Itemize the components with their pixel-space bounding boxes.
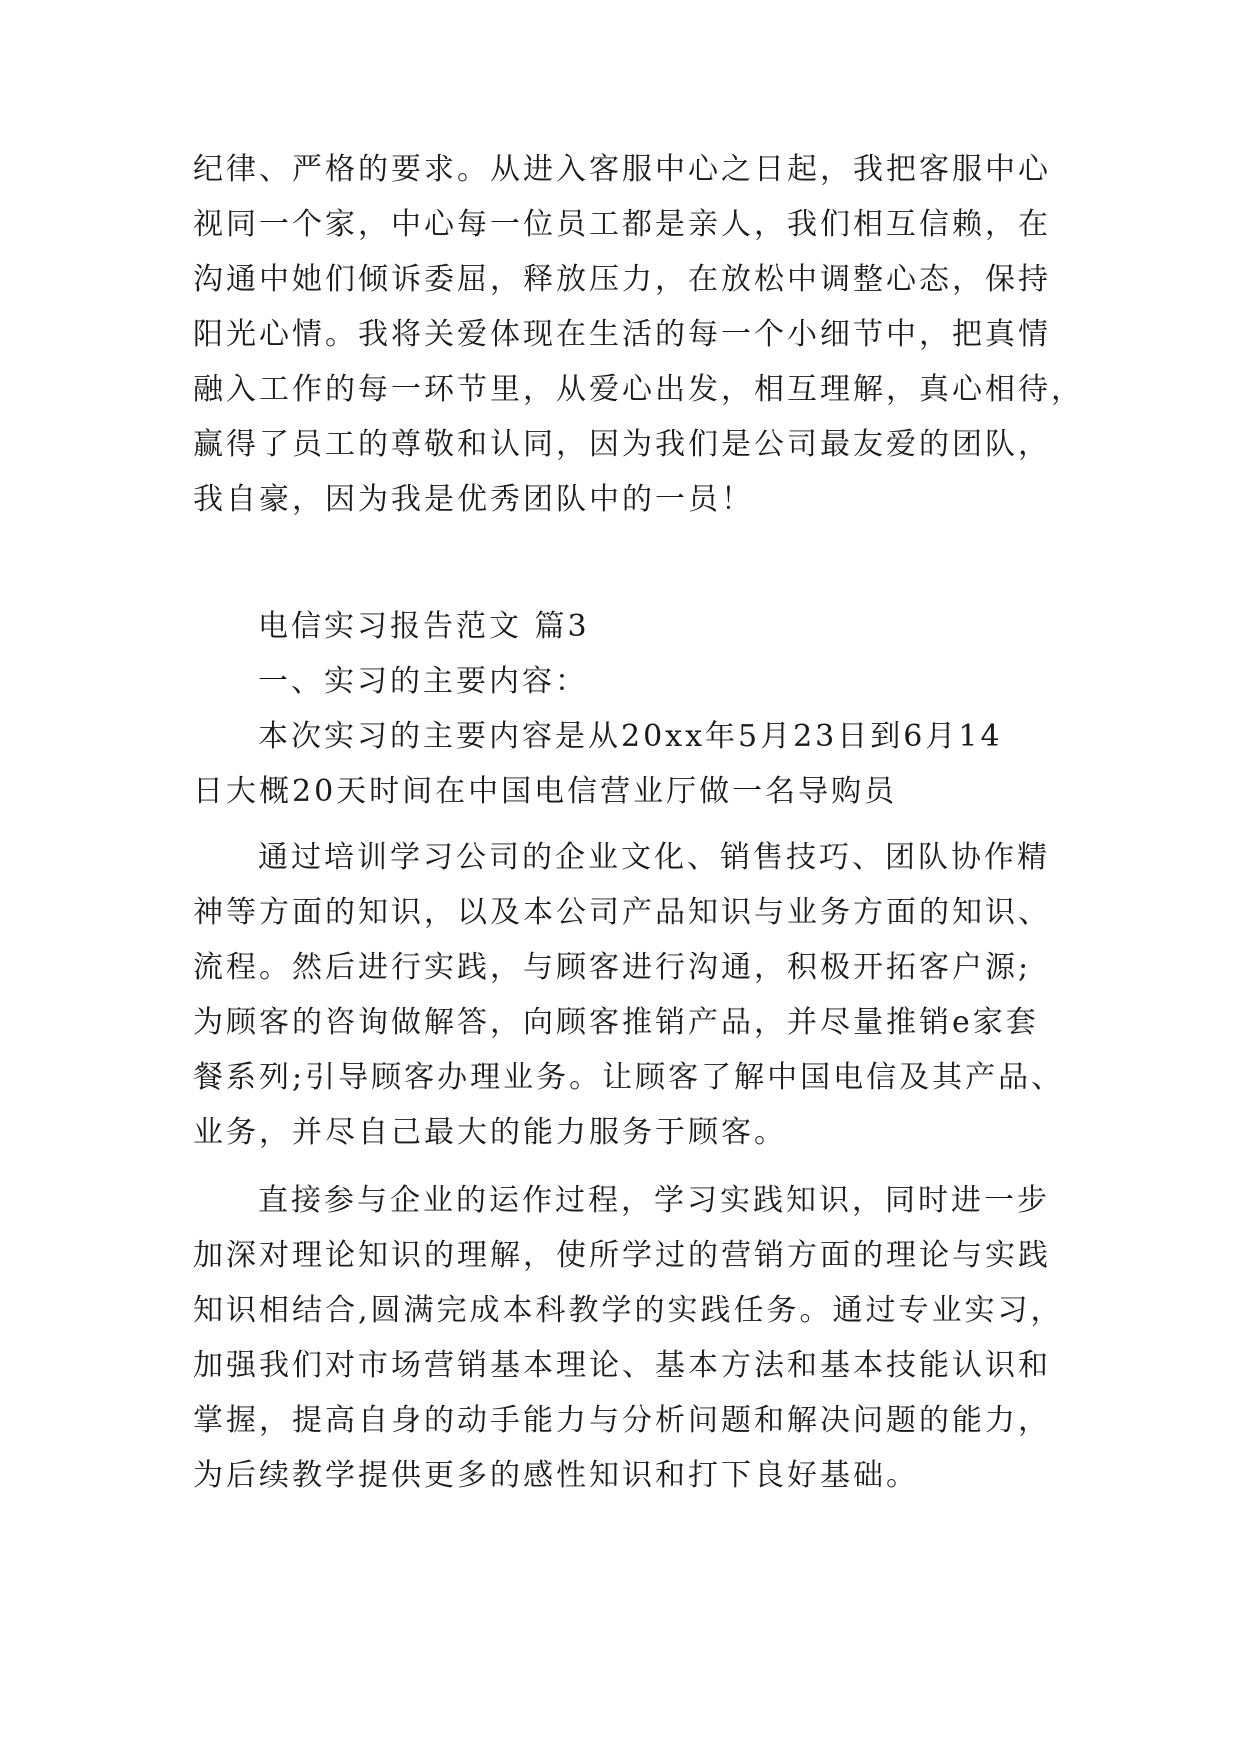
text-line: 加深对理论知识的理解，使所学过的营销方面的理论与实践: [193, 1238, 1051, 1273]
text-line: 阳光心情。我将关爱体现在生活的每一个小细节中，把真情: [193, 317, 1051, 352]
text-line: 业务，并尽自己最大的能力服务于顾客。: [193, 1115, 787, 1150]
text-line: 纪律、严格的要求。从进入客服中心之日起，我把客服中心: [193, 152, 1051, 187]
text-line: 融入工作的每一环节里，从爱心出发，相互理解，真心相待，: [193, 372, 1084, 407]
text-line: 日大概20天时间在中国电信营业厅做一名导购员: [193, 774, 898, 809]
text-line: 本次实习的主要内容是从20xx年5月23日到6月14: [258, 719, 1003, 754]
text-line: 加强我们对市场营销基本理论、基本方法和基本技能认识和: [193, 1348, 1051, 1383]
text-line: 沟通中她们倾诉委屈，释放压力，在放松中调整心态，保持: [193, 262, 1051, 297]
subheading: 一、实习的主要内容：: [258, 664, 588, 699]
section-title: 电信实习报告范文 篇3: [258, 609, 590, 644]
text-line: 为顾客的咨询做解答，向顾客推销产品，并尽量推销e家套: [193, 1005, 1039, 1040]
text-line: 神等方面的知识，以及本公司产品知识与业务方面的知识、: [193, 895, 1051, 930]
text-line: 流程。然后进行实践，与顾客进行沟通，积极开拓客户源;: [193, 950, 1032, 985]
text-line: 知识相结合,圆满完成本科教学的实践任务。通过专业实习，: [193, 1293, 1064, 1328]
text-line: 餐系列;引导顾客办理业务。让顾客了解中国电信及其产品、: [193, 1060, 1065, 1095]
text-line: 直接参与企业的运作过程，学习实践知识，同时进一步: [258, 1183, 1050, 1218]
text-line: 视同一个家，中心每一位员工都是亲人，我们相互信赖，在: [193, 207, 1051, 242]
text-line: 通过培训学习公司的企业文化、销售技巧、团队协作精: [258, 840, 1050, 875]
text-line: 我自豪，因为我是优秀团队中的一员！: [193, 482, 754, 517]
text-line: 赢得了员工的尊敬和认同，因为我们是公司最友爱的团队，: [193, 427, 1051, 462]
text-line: 为后续教学提供更多的感性知识和打下良好基础。: [193, 1458, 919, 1493]
text-line: 掌握，提高自身的动手能力与分析问题和解决问题的能力，: [193, 1403, 1051, 1438]
